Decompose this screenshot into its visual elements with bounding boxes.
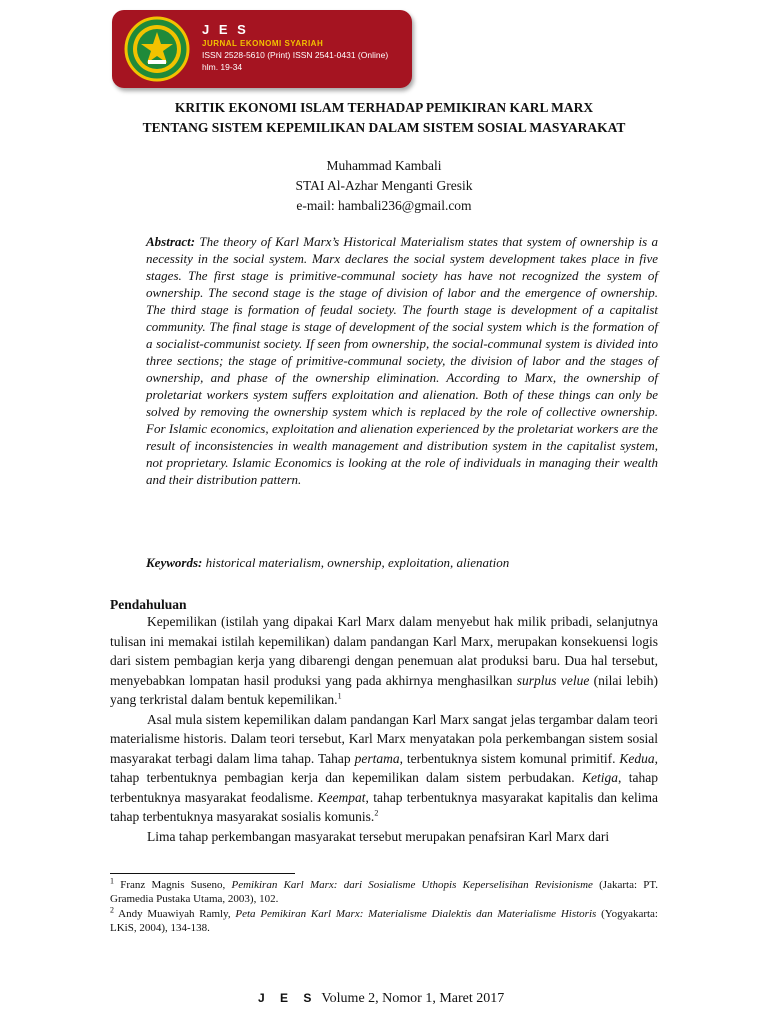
p2-emphasis-2: Kedua <box>619 750 655 766</box>
p2-text-c: , tahap terbentuknya pembagian kerja dan kepemilikan dalam sistem perbudakan. <box>110 750 658 785</box>
paragraph-3: Lima tahap perkembangan masyarakat tersebut merupakan penafsiran Karl Marx dari <box>147 828 610 844</box>
body-text <box>110 612 658 846</box>
page-footer <box>258 988 558 1009</box>
author-affiliation: STAI Al-Azhar Menganti Gresik <box>295 178 473 193</box>
footnote-divider <box>110 873 295 874</box>
footnote-1-number: 1 <box>110 876 114 886</box>
footnote-1-text-a: Franz Magnis Suseno, <box>114 879 232 891</box>
abstract-text: The theory of Karl Marx’s Historical Materialism states that system of ownership is a necessity in the social system. Marx declares the social system development takes place in five stages. The first stage is primitive-communal society has have not recognized the system of ownership. The second stage is the stage of division of labor and the emergence of ownership. The third stage is formation of feudal society. The fourth stage is development of a capitalist community. The final stage is stage of development of the social system which is the formation of a socialist-communist society. If seen from ownership, the social-communal system is divided into three sections; the stage of primitive-communal society, the division of labor and the stages of ownership, and phase of the ownership elimination. According to Marx, the ownership of proletariat workers system suffers exploitation and alienation. Both of these things can only be solved by removing the ownership system which is replaced by the role of collective ownership. For Islamic economics, exploitation and alienation experienced by the proletariat workers are the result of inconsistencies in wealth management and distribution system in the capitalist system, not proprietary. Islamic Economics is looking at the role of individuals in managing their wealth and their distribution pattern. <box>146 234 658 487</box>
paragraph-1 <box>110 612 658 710</box>
p1-text-a: Kepemilikan (istilah yang dipakai Karl Marx dalam menyebut hak milik pribadi, selanjutnya tulisan ini memakai istilah kepemilikan) dalam pandangan Karl Marx, merupakan konsekuensi logis dari sistem pembagian kerja yang dibarengi dengan penemuan alat produksi baru. Dua hal tersebut, menyebabkan lompatan hasil produksi yang pada akhirnya menghasilkan <box>110 614 658 688</box>
abstract <box>146 233 658 488</box>
p2-emphasis-1: pertama <box>354 750 400 766</box>
keywords-label: Keywords: <box>146 555 203 570</box>
journal-name: JURNAL EKONOMI SYARIAH <box>202 39 324 48</box>
paper-title <box>110 98 658 138</box>
footnotes <box>110 878 658 936</box>
p1-text-b: (nilai lebih) yang terkristal dalam bentuk kepemilikan. <box>110 672 658 707</box>
footnote-2-text-b: (Yogyakarta: LKiS, 2004), 134-138. <box>110 908 658 934</box>
footnote-1-text-b: (Jakarta: PT. Gramedia Pustaka Utama, 2003), 102. <box>110 879 659 905</box>
author-email: e-mail: hambali236@gmail.com <box>296 198 472 213</box>
title-line-1: KRITIK EKONOMI ISLAM TERHADAP PEMIKIRAN KARL MARX <box>174 100 594 115</box>
issn-text: ISSN 2528-5610 (Print) ISSN 2541-0431 (Online) <box>202 50 389 60</box>
footnote-1 <box>110 878 658 906</box>
footnote-ref-1[interactable]: 1 <box>337 691 342 701</box>
p2-text-a: Asal mula sistem kepemilikan dalam pandangan Karl Marx sangat jelas tergambar dalam teori materialisme historis. Dalam teori tersebut, Karl Marx menyatakan pola perkembangan sistem sosial masyarakat terbagi dalam lima tahap. Tahap <box>110 711 658 766</box>
footnote-2 <box>110 907 658 935</box>
university-seal-icon <box>124 16 190 82</box>
journal-header-badge <box>112 10 412 88</box>
p2-text-d: , tahap terbentuknya masyarakat feodalisme. <box>110 770 658 805</box>
p1-emphasis: surplus velue <box>516 672 590 688</box>
p2-emphasis-4: Keempat <box>317 789 366 805</box>
footnote-2-number: 2 <box>110 905 114 915</box>
keywords <box>146 554 658 571</box>
footnote-2-text-a: Andy Muawiyah Ramly, <box>114 908 236 920</box>
p2-text-b: , terbentuknya sistem komunal primitif. <box>399 750 620 766</box>
p2-emphasis-3: Ketiga <box>582 770 619 785</box>
author-block <box>110 156 658 216</box>
section-heading: Pendahuluan <box>110 597 187 612</box>
keywords-text: historical materialism, ownership, exploitation, alienation <box>202 555 510 570</box>
abstract-label: Abstract: <box>146 234 196 249</box>
p2-text-e: , tahap terbentuknya masyarakat kapitalis dan kelima tahap terbentuknya masyarakat sosialis komunis. <box>110 789 658 824</box>
page-range: hlm. 19-34 <box>202 62 243 72</box>
footnote-2-book-title: Peta Pemikiran Karl Marx: Materialisme Dialektis dan Materialisme Historis <box>235 908 597 920</box>
paragraph-2 <box>110 710 658 827</box>
footnote-ref-2[interactable]: 2 <box>374 808 379 818</box>
footer-jes-mark: J E S <box>258 991 318 1005</box>
footer-volume: Volume 2, Nomor 1, Maret 2017 <box>321 991 505 1006</box>
author-name: Muhammad Kambali <box>326 158 442 173</box>
jes-logo-text: J E S <box>202 22 249 37</box>
footnote-1-book-title: Pemikiran Karl Marx: dari Sosialisme Uthopis Keperselisihan Revisionisme <box>231 879 593 891</box>
title-line-2: TENTANG SISTEM KEPEMILIKAN DALAM SISTEM SOSIAL MASYARAKAT <box>142 120 626 135</box>
